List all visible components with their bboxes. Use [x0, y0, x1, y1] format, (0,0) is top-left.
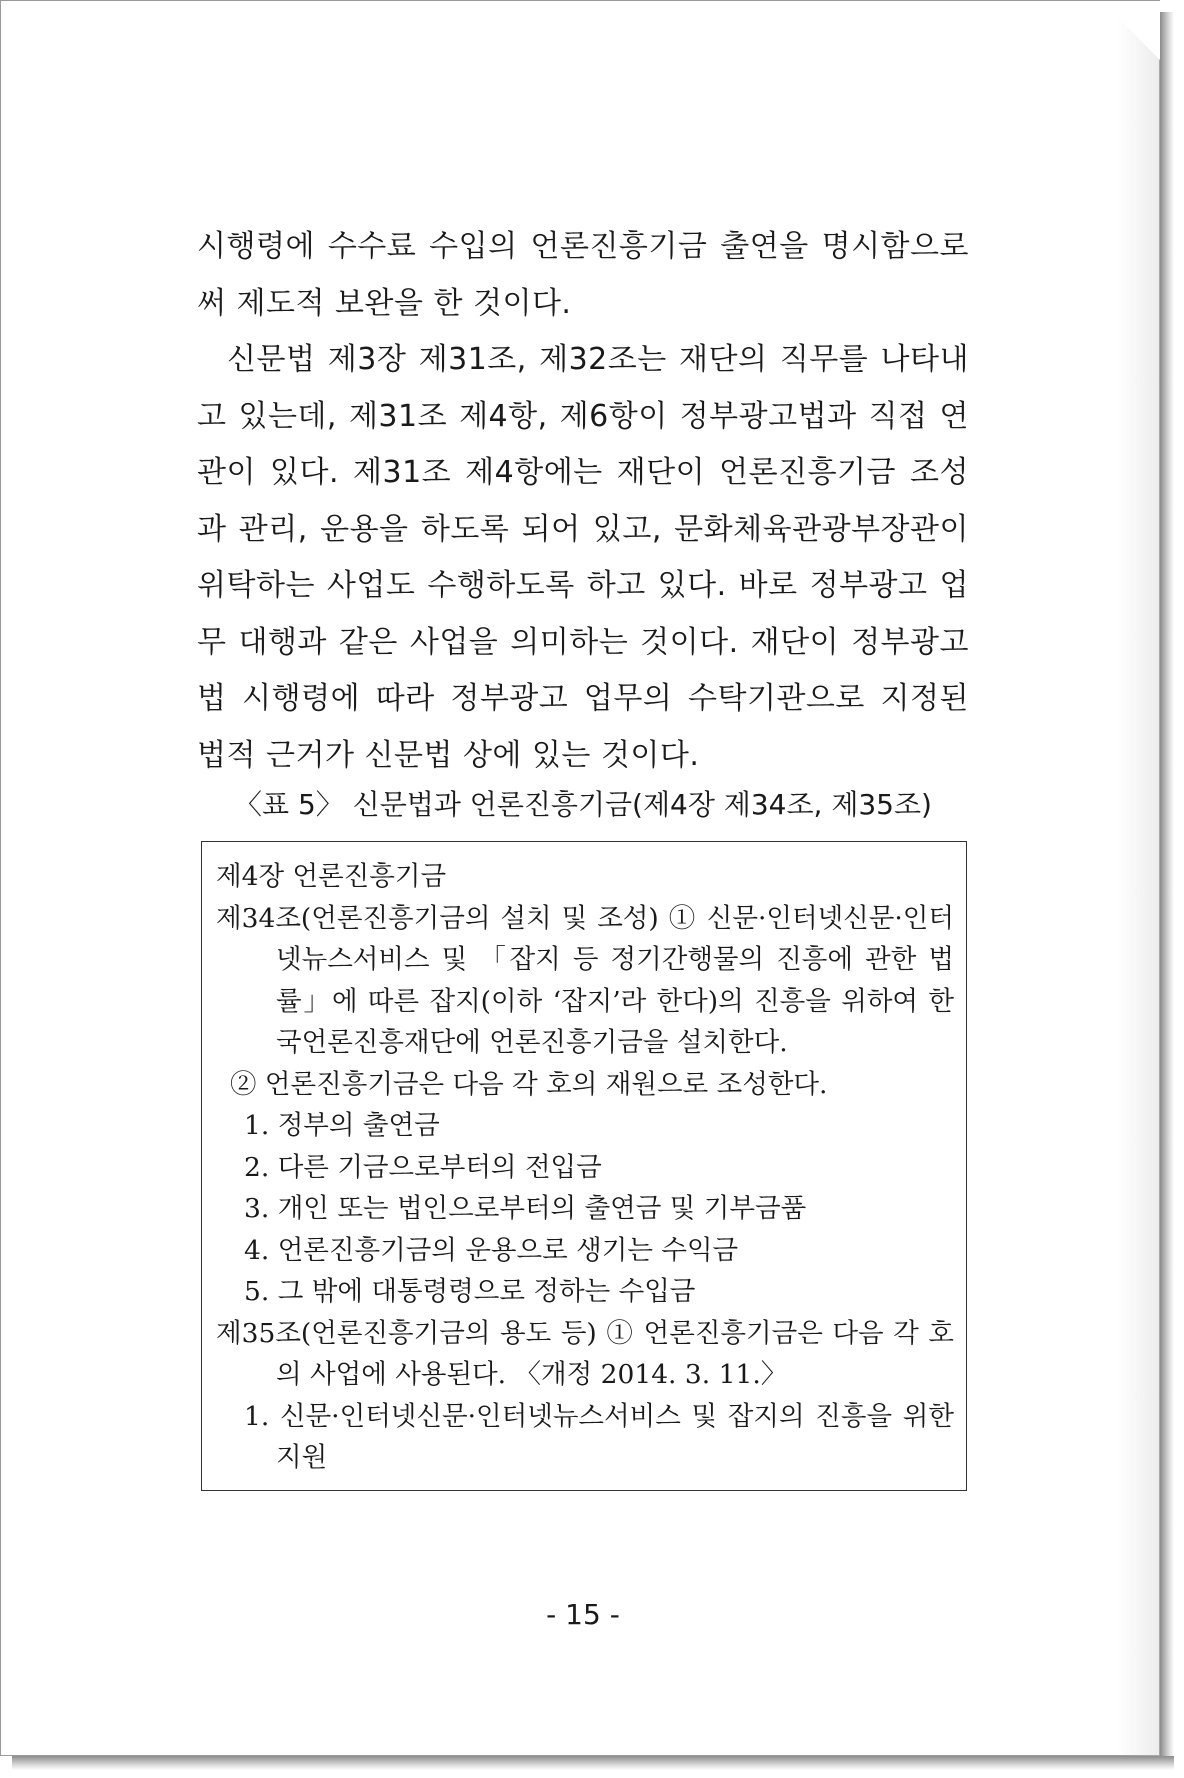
article-34-item-4: 4. 언론진흥기금의 운용으로 생기는 수익금: [244, 1234, 739, 1266]
law-excerpt-box: [201, 841, 967, 1491]
table-caption: 〈표 5〉 신문법과 언론진흥기금(제4장 제34조, 제35조): [234, 788, 932, 821]
page-curl: [1101, 1, 1161, 61]
article-34-item-5: 5. 그 밖에 대통령령으로 정하는 수입금: [244, 1276, 696, 1307]
page-edge-shading: [1117, 1, 1161, 1757]
chapter-heading: 제4장 언론진흥기금: [216, 861, 447, 892]
article-34-item-3: 3. 개인 또는 법인으로부터의 출연금 및 기부금품: [244, 1193, 807, 1224]
article-34-paragraph-1: 제34조(언론진흥기금의 설치 및 조성) ① 신문·인터넷신문·인터넷뉴스서비스 및 「잡지 등 정기간행물의 진흥에 관한 법률」에 따른 잡지(이하 ‘잡지’라 한다)의 진흥을 위하여 한국언론진흥재단에 언론진흥기금을 설치한다.: [216, 902, 954, 1058]
page-shadow-bottom: [12, 1756, 1174, 1770]
article-34-paragraph-2: ② 언론진흥기금은 다음 각 호의 재원으로 조성한다.: [230, 1068, 828, 1100]
body-text: [197, 219, 969, 784]
paragraph-1: 시행령에 수수료 수입의 언론진흥기금 출연을 명시함으로써 제도적 보완을 한 것이다.: [197, 229, 969, 321]
paragraph-2: 신문법 제3장 제31조, 제32조는 재단의 직무를 나타내고 있는데, 제31조 제4항, 제6항이 정부광고법과 직접 연관이 있다. 제31조 제4항에는 재단이 언론진흥기금 조성과 관리, 운용을 하도록 되어 있고, 문화체육관광부장관이 위탁하는 사업도 수행하도록 하고 있다. 바로 정부광고 업무 대행과 같은 사업을 의미하는 것이다. 재단이 정부광고법 시행령에 따라 정부광고 업무의 수탁기관으로 지정된 법적 근거가 신문법 상에 있는 것이다.: [197, 342, 969, 773]
article-35-item-1: 1. 신문·인터넷신문·인터넷뉴스서비스 및 잡지의 진흥을 위한 지원: [244, 1400, 954, 1473]
article-34-item-2: 2. 다른 기금으로부터의 전입금: [244, 1151, 602, 1183]
article-34-item-1: 1. 정부의 출연금: [244, 1110, 440, 1141]
article-35-paragraph-1: 제35조(언론진흥기금의 용도 등) ① 언론진흥기금은 다음 각 호의 사업에 사용된다. 〈개정 2014. 3. 11.〉: [216, 1317, 954, 1390]
page-shadow-right: [1160, 12, 1174, 1766]
page-number: - 15 -: [546, 1598, 620, 1631]
